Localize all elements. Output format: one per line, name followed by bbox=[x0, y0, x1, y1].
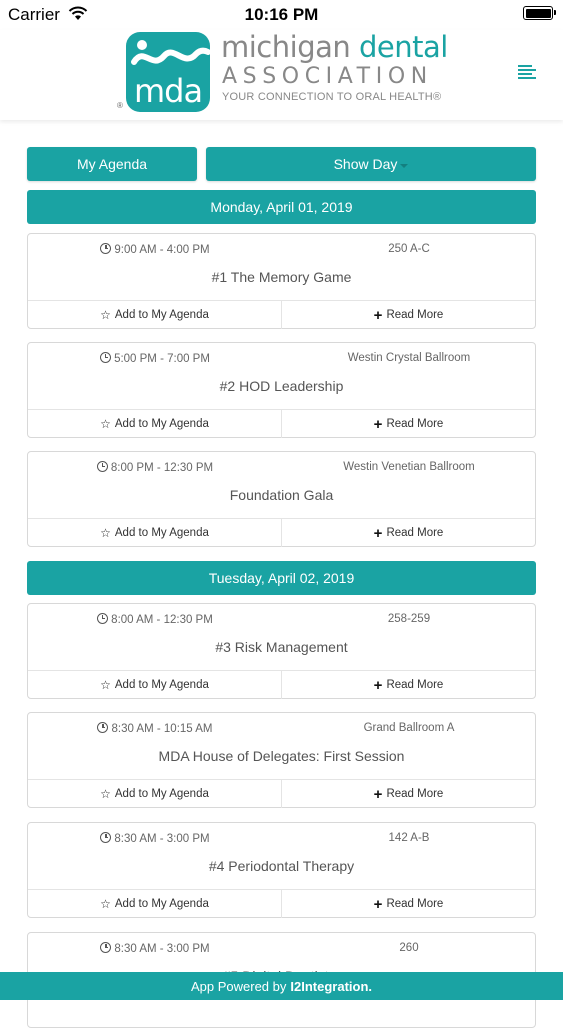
add-to-agenda-label: Add to My Agenda bbox=[114, 527, 209, 539]
session-time-text: 8:30 AM - 3:00 PM bbox=[114, 943, 210, 955]
add-to-agenda-button[interactable] bbox=[28, 410, 281, 438]
logo-word-michigan: michigan bbox=[221, 30, 351, 64]
add-to-agenda-button[interactable] bbox=[28, 301, 281, 329]
logo-word-association: ASSOCIATION bbox=[222, 64, 433, 89]
session-time bbox=[28, 352, 282, 365]
session-title: #1 The Memory Game bbox=[211, 269, 352, 285]
carrier-label: Carrier bbox=[8, 5, 60, 24]
read-more-label: Read More bbox=[386, 898, 444, 910]
add-to-agenda-label: Add to My Agenda bbox=[114, 418, 209, 430]
session-title: #3 Risk Management bbox=[215, 639, 348, 655]
session-title: MDA House of Delegates: First Session bbox=[158, 748, 405, 764]
session-title: Foundation Gala bbox=[229, 487, 334, 503]
read-more-button[interactable] bbox=[282, 890, 535, 918]
read-more-label: Read More bbox=[386, 309, 444, 321]
footer-prefix: App Powered by bbox=[190, 978, 287, 994]
show-day-label: Show Day bbox=[333, 156, 398, 172]
app-header bbox=[0, 30, 563, 120]
session-time bbox=[28, 613, 282, 626]
clock-icon bbox=[97, 461, 108, 472]
session-card bbox=[27, 342, 536, 438]
clock-icon bbox=[100, 942, 111, 953]
star-icon: ☆ bbox=[100, 678, 111, 692]
plus-icon: + bbox=[373, 895, 383, 913]
star-icon: ☆ bbox=[100, 417, 111, 431]
session-time bbox=[28, 832, 282, 845]
clock-icon bbox=[97, 722, 108, 733]
session-title: #4 Periodontal Therapy bbox=[208, 858, 355, 874]
session-title: #2 HOD Leadership bbox=[219, 378, 344, 394]
show-day-dropdown[interactable] bbox=[206, 147, 536, 181]
caret-down-icon bbox=[400, 164, 408, 168]
session-room: 258-259 bbox=[387, 613, 431, 625]
session-card bbox=[27, 233, 536, 329]
read-more-button[interactable] bbox=[282, 671, 535, 699]
read-more-label: Read More bbox=[386, 679, 444, 691]
logo-word-dental: dental bbox=[358, 30, 448, 64]
add-to-agenda-button[interactable] bbox=[28, 890, 281, 918]
footer-brand-link[interactable]: I2Integration. bbox=[290, 978, 373, 994]
add-to-agenda-button[interactable] bbox=[28, 671, 281, 699]
plus-icon: + bbox=[373, 415, 383, 433]
logo-wordmark bbox=[221, 30, 448, 64]
read-more-label: Read More bbox=[386, 788, 444, 800]
session-room: 250 A-C bbox=[388, 243, 430, 255]
day-header bbox=[27, 190, 536, 224]
add-to-agenda-label: Add to My Agenda bbox=[114, 898, 209, 910]
my-agenda-label: My Agenda bbox=[76, 156, 148, 172]
clock-icon bbox=[100, 832, 111, 843]
session-time bbox=[28, 722, 282, 735]
plus-icon: + bbox=[373, 306, 383, 324]
star-icon: ☆ bbox=[100, 897, 111, 911]
read-more-button[interactable] bbox=[282, 301, 535, 329]
logo-tagline: YOUR CONNECTION TO ORAL HEALTH® bbox=[222, 91, 442, 103]
session-time-text: 5:00 PM - 7:00 PM bbox=[114, 353, 210, 365]
status-bar bbox=[0, 0, 563, 30]
day-header bbox=[27, 561, 536, 595]
session-actions bbox=[28, 670, 535, 699]
session-room: 260 bbox=[399, 942, 419, 954]
plus-icon: + bbox=[373, 524, 383, 542]
star-icon: ☆ bbox=[100, 787, 111, 801]
clock-icon bbox=[97, 613, 108, 624]
plus-icon: + bbox=[373, 785, 383, 803]
add-to-agenda-button[interactable] bbox=[28, 780, 281, 808]
add-to-agenda-label: Add to My Agenda bbox=[114, 679, 209, 691]
read-more-button[interactable] bbox=[282, 519, 535, 547]
session-actions bbox=[28, 889, 535, 918]
logo-mark-text: mda bbox=[133, 72, 203, 110]
registered-mark: ® bbox=[117, 101, 123, 110]
wave-icon bbox=[126, 32, 210, 74]
star-icon: ☆ bbox=[100, 308, 111, 322]
session-actions bbox=[28, 518, 535, 547]
session-time-text: 8:30 AM - 10:15 AM bbox=[111, 723, 213, 735]
session-room: Grand Ballroom A bbox=[363, 722, 455, 734]
plus-icon: + bbox=[373, 676, 383, 694]
add-to-agenda-button[interactable] bbox=[28, 519, 281, 547]
app-footer bbox=[0, 972, 563, 1000]
clock-time: 10:16 PM bbox=[244, 5, 319, 24]
day-label: Tuesday, April 02, 2019 bbox=[208, 570, 355, 586]
menu-icon[interactable] bbox=[518, 65, 536, 79]
session-room: Westin Crystal Ballroom bbox=[347, 352, 471, 364]
session-actions bbox=[28, 779, 535, 808]
session-actions bbox=[28, 300, 535, 329]
star-icon: ☆ bbox=[100, 526, 111, 540]
clock-icon bbox=[100, 243, 111, 254]
session-room: Westin Venetian Ballroom bbox=[343, 461, 475, 473]
session-card bbox=[27, 451, 536, 547]
session-time-text: 8:00 PM - 12:30 PM bbox=[110, 462, 214, 474]
mda-logo-mark bbox=[126, 32, 210, 112]
read-more-button[interactable] bbox=[282, 780, 535, 808]
session-actions bbox=[28, 409, 535, 438]
session-room: 142 A-B bbox=[388, 832, 430, 844]
battery-icon bbox=[523, 6, 553, 20]
day-label: Monday, April 01, 2019 bbox=[210, 199, 353, 215]
clock-icon bbox=[100, 352, 111, 363]
add-to-agenda-label: Add to My Agenda bbox=[114, 309, 209, 321]
my-agenda-button[interactable] bbox=[27, 147, 197, 181]
read-more-label: Read More bbox=[386, 527, 444, 539]
session-time bbox=[28, 942, 282, 955]
session-card bbox=[27, 712, 536, 808]
read-more-button[interactable] bbox=[282, 410, 535, 438]
session-time bbox=[28, 243, 282, 256]
session-time-text: 8:30 AM - 3:00 PM bbox=[114, 833, 210, 845]
agenda-content[interactable] bbox=[0, 120, 563, 972]
session-time bbox=[28, 461, 282, 474]
session-card bbox=[27, 603, 536, 699]
read-more-label: Read More bbox=[386, 418, 444, 430]
session-time-text: 8:00 AM - 12:30 PM bbox=[111, 614, 213, 626]
session-time-text: 9:00 AM - 4:00 PM bbox=[114, 244, 210, 256]
add-to-agenda-label: Add to My Agenda bbox=[114, 788, 209, 800]
session-card bbox=[27, 822, 536, 918]
